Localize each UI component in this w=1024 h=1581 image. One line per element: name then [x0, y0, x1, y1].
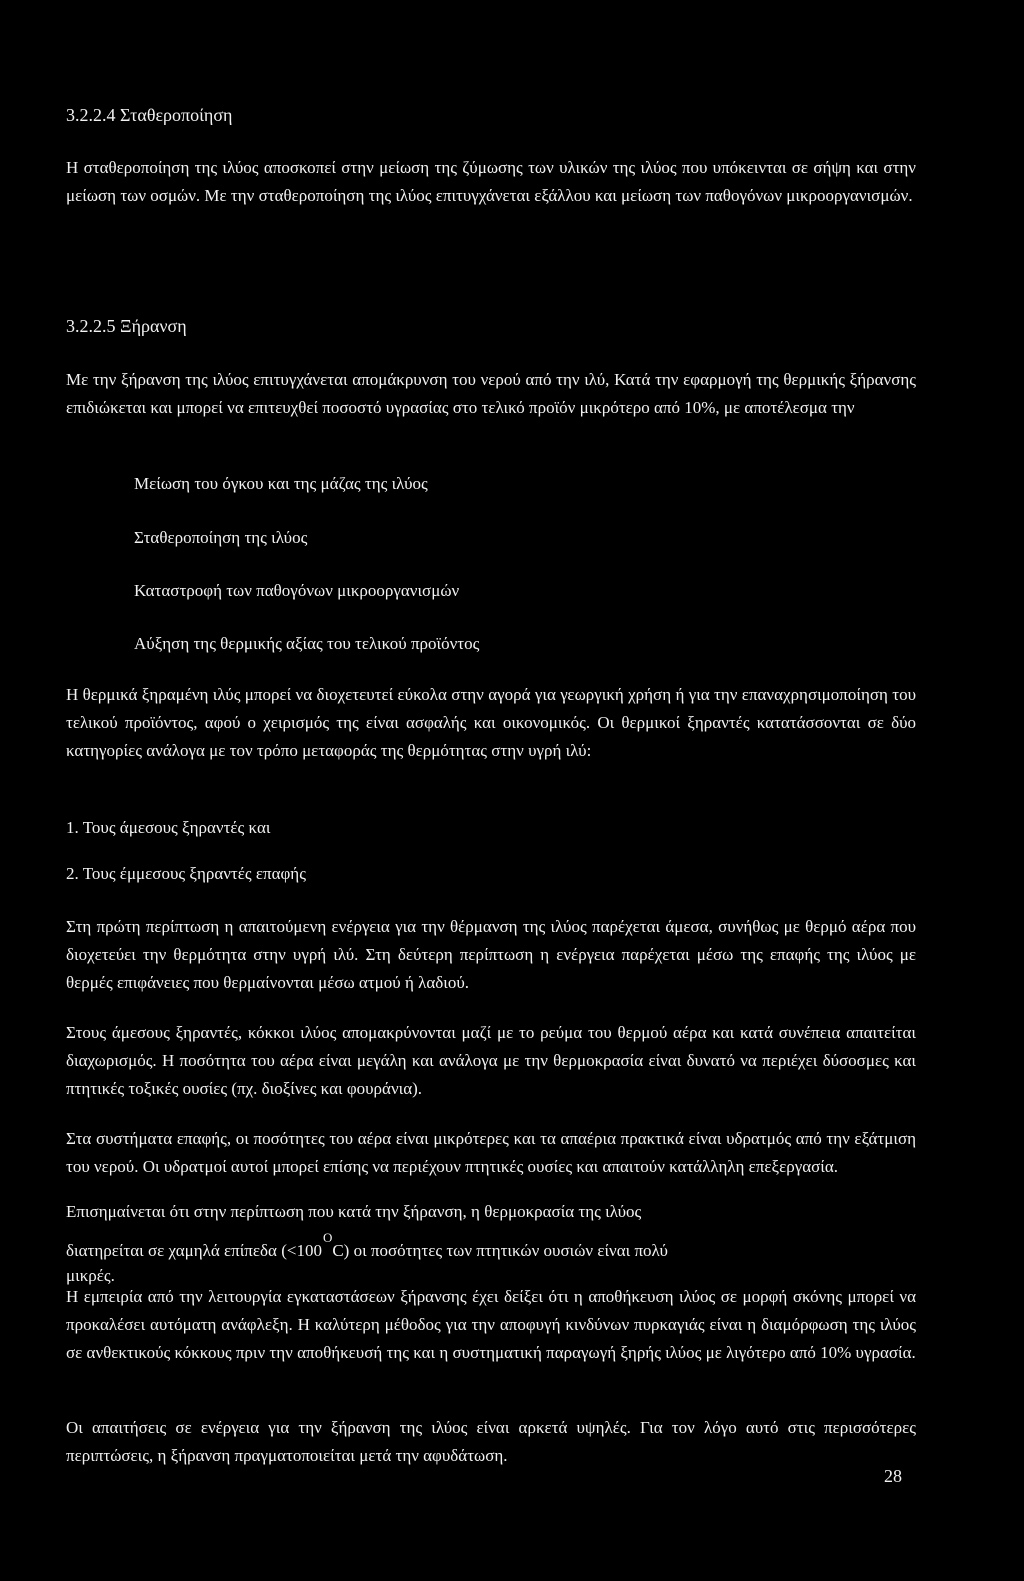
- benefit-item: Αύξηση της θερμικής αξίας του τελικού προϊόντος: [134, 634, 480, 653]
- paragraph-temperature-line2: [66, 1230, 916, 1266]
- temperature-text-after: C) οι ποσότητες των πτητικών ουσιών είναι πολύ: [332, 1241, 668, 1260]
- paragraph-contact-systems: Στα συστήματα επαφής, οι ποσότητες του αέρα είναι μικρότερες και τα απαέρια πρακτικά είναι υδρατμός από την εξάτμιση του νερού. Οι υδρατμοί αυτοί μπορεί επίσης να περιέχουν πτητικές ουσίες και απαιτούν κατάλληλη επεξεργασία.: [66, 1129, 916, 1176]
- paragraph-energy: Στη πρώτη περίπτωση η απαιτούμενη ενέργεια για την θέρμανση της ιλύος παρέχεται άμεσα, συνήθως με θερμό αέρα που διοχετεύει την θερμότητα στην υγρή ιλύ. Στη δεύτερη περίπτωση η ενέργεια παρέχεται μέσω της επαφής της ιλύος με θερμές επιφάνειες που θερμαίνονται μέσω ατμού ή λαδιού.: [66, 917, 916, 992]
- temperature-text-before: διατηρείται σε χαμηλά επίπεδα (<100: [66, 1241, 322, 1260]
- paragraph-stabilization: Η σταθεροποίηση της ιλύος αποσκοπεί στην μείωση της ζύμωσης των υλικών της ιλύος που υπόκεινται σε σήψη και στην μείωση των οσμών. Με την σταθεροποίηση της ιλύος επιτυγχάνεται εξάλλου και μείωση των παθογόνων μικροοργανισμών.: [66, 158, 916, 205]
- paragraph-drying-intro: Με την ξήρανση της ιλύος επιτυγχάνεται απομάκρυνση του νερού από την ιλύ, Κατά την εφαρμογή της θερμικής ξήρανσης επιδιώκεται και μπορεί να επιτευχθεί ποσοστό υγρασίας στο τελικό προϊόν μικρότερο από 10%, με αποτέλεσμα την: [66, 370, 916, 417]
- benefit-item: Καταστροφή των παθογόνων μικροοργανισμών: [134, 581, 460, 600]
- paragraph-energy-requirements: Οι απαιτήσεις σε ενέργεια για την ξήρανση της ιλύος είναι αρκετά υψηλές. Για τον λόγο αυτό στις περισσότερες περιπτώσεις, η ξήρανση πραγματοποιείται μετά την αφυδάτωση.: [66, 1418, 916, 1465]
- paragraph-direct-dryers: Στους άμεσους ξηραντές, κόκκοι ιλύος απομακρύνονται μαζί με το ρεύμα του θερμού αέρα και κατά συνέπεια απαιτείται διαχωρισμός. Η ποσότητα του αέρα είναι μεγάλη και ανάλογα με την θερμοκρασία είναι δυνατό να περιέχει δύσοσμες και πτητικές τοξικές ουσίες (πχ. διοξίνες και φουράνια).: [66, 1023, 916, 1098]
- document-page: [66, 0, 916, 1581]
- dryer-type-item: 1. Τους άμεσους ξηραντές και: [66, 818, 271, 837]
- benefit-item: Μείωση του όγκου και της μάζας της ιλύος: [134, 474, 428, 493]
- benefit-item: Σταθεροποίηση της ιλύος: [134, 528, 308, 547]
- section-heading-drying: 3.2.2.5 Ξήρανση: [66, 316, 187, 336]
- paragraph-temperature-line1: Επισημαίνεται ότι στην περίπτωση που κατά την ξήρανση, η θερμοκρασία της ιλύος: [66, 1202, 642, 1221]
- paragraph-experience: Η εμπειρία από την λειτουργία εγκαταστάσεων ξήρανσης έχει δείξει ότι η αποθήκευση ιλύος σε μορφή σκόνης μπορεί να προκαλέσει αυτόματη ανάφλεξη. Η καλύτερη μέθοδος για την αποφυγή κινδύνων πυρκαγιάς είναι η διαμόρφωση της ιλύος σε ανθεκτικούς κόκκους πριν την αποθήκευσή της και η συστηματική παραγωγή ξηρής ιλύος με λιγότερο από 10% υγρασία.: [66, 1287, 916, 1362]
- dryer-type-item: 2. Τους έμμεσους ξηραντές επαφής: [66, 864, 306, 883]
- section-heading-stabilization: 3.2.2.4 Σταθεροποίηση: [66, 105, 233, 125]
- paragraph-temperature-line3: μικρές.: [66, 1266, 115, 1285]
- page-number: 28: [884, 1466, 902, 1486]
- paragraph-dryers-intro: Η θερμικά ξηραμένη ιλύς μπορεί να διοχετευτεί εύκολα στην αγορά για γεωργική χρήση ή για την επαναχρησιμοποίηση του τελικού προϊόντος, αφού ο χειρισμός της είναι ασφαλής και οικονομικός. Οι θερμικοί ξηραντές κατατάσσονται σε δύο κατηγορίες ανάλογα με τον τρόπο μεταφοράς της θερμότητας στην υγρή ιλύ:: [66, 685, 916, 760]
- degree-symbol: O: [322, 1230, 333, 1245]
